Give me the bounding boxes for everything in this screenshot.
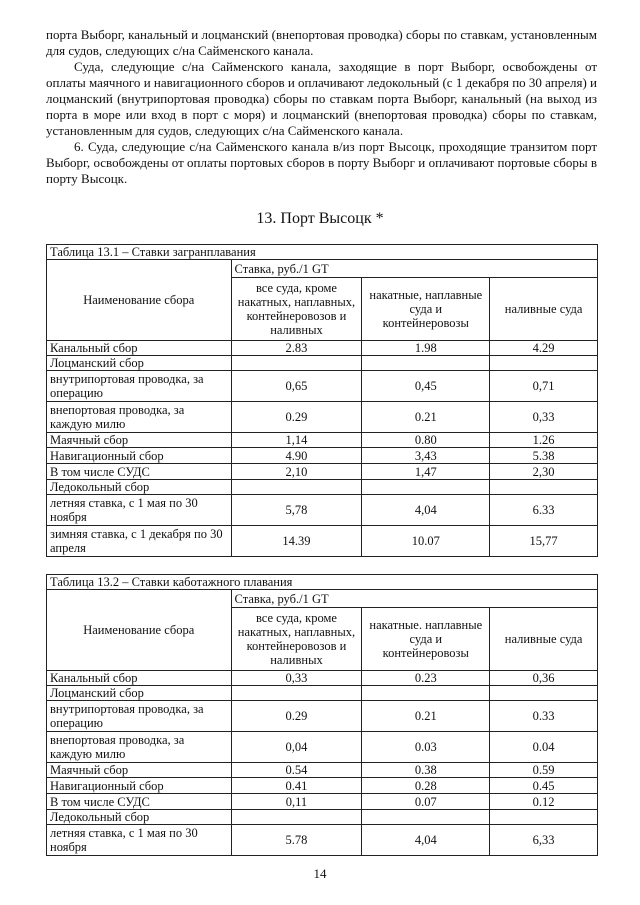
rates-table-cabotage <box>46 574 598 856</box>
rate-value: 0,65 <box>231 371 362 402</box>
rate-value: 0,04 <box>231 732 362 763</box>
table-row <box>47 825 598 856</box>
rate-value: 5.38 <box>490 448 598 464</box>
table-row <box>47 701 598 732</box>
fee-name: Ледокольный сбор <box>47 810 232 825</box>
rate-value: 6,33 <box>490 825 598 856</box>
rate-value: 0.23 <box>362 671 490 686</box>
table-row <box>47 402 598 433</box>
table-row <box>47 671 598 686</box>
table-row <box>47 495 598 526</box>
rate-value <box>490 356 598 371</box>
fee-name: Ледокольный сбор <box>47 480 232 495</box>
fee-name: внепортовая проводка, за каждую милю <box>47 732 232 763</box>
fee-name: Навигационный сбор <box>47 778 232 794</box>
page-number: 14 <box>313 866 327 881</box>
rate-value: 3,43 <box>362 448 490 464</box>
table-row <box>47 763 598 778</box>
rate-value: 2,30 <box>490 464 598 480</box>
rate-value: 0,36 <box>490 671 598 686</box>
column-header: накатные, наплавные суда и контейнеровозы <box>362 278 490 341</box>
rate-value: 4,04 <box>362 825 490 856</box>
fee-name: Канальный сбор <box>47 671 232 686</box>
paragraph: порта Выборг, канальный и лоцманский (внепортовая проводка) сборы по ставкам, установленным для судов, следующих с/на Сайменского канала. <box>46 27 597 58</box>
rate-value: 6.33 <box>490 495 598 526</box>
column-header: все суда, кроме накатных, наплавных, контейнеровозов и наливных <box>231 608 362 671</box>
rate-value: 1,14 <box>231 433 362 448</box>
header-row <box>47 260 598 278</box>
caption-row <box>47 245 598 260</box>
body-text <box>46 27 597 187</box>
rate-value: 0.04 <box>490 732 598 763</box>
rate-value <box>231 810 362 825</box>
column-header: все суда, кроме накатных, наплавных, контейнеровозов и наливных <box>231 278 362 341</box>
rate-value <box>490 810 598 825</box>
rate-value: 5.78 <box>231 825 362 856</box>
rate-value: 10.07 <box>362 526 490 557</box>
rate-value: 1.26 <box>490 433 598 448</box>
rate-value: 4.90 <box>231 448 362 464</box>
section-title: 13. Порт Высоцк * <box>256 210 384 227</box>
fee-name: летняя ставка, с 1 мая по 30 ноября <box>47 495 232 526</box>
rate-value: 0,45 <box>362 371 490 402</box>
rate-value: 0,71 <box>490 371 598 402</box>
rate-value: 15,77 <box>490 526 598 557</box>
paragraph: Суда, следующие с/на Сайменского канала, заходящие в порт Выборг, освобождены от оплаты маячного и навигационного сборов и оплачивают ледокольный (с 1 декабря по 30 апреля) и лоцманский (внутрипортовая проводка) сборы по ставкам порта Выборг, канальный (на выход из порта в море или вход в порт с моря) и лоцманский (внепортовая проводка) сборы по ставкам, установленным для судов, следующих с/на Сайменского канала. <box>46 59 597 138</box>
fee-name: внутрипортовая проводка, за операцию <box>47 701 232 732</box>
rate-header: Ставка, руб./1 GT <box>231 590 597 608</box>
column-header: наливные суда <box>490 278 598 341</box>
table-row <box>47 686 598 701</box>
rate-value: 0.03 <box>362 732 490 763</box>
fee-name: внутрипортовая проводка, за операцию <box>47 371 232 402</box>
paragraph: 6. Суда, следующие с/на Сайменского канала в/из порт Высоцк, проходящие транзитом порт Выборг, освобождены от оплаты портовых сборов в порту Выборг и оплачивают портовые сборы в порту Высоцк. <box>46 139 597 186</box>
rate-value: 0.29 <box>231 701 362 732</box>
table-row <box>47 356 598 371</box>
table-caption: Таблица 13.1 – Ставки загранплавания <box>47 245 598 260</box>
rate-value: 0.59 <box>490 763 598 778</box>
caption-row <box>47 575 598 590</box>
rate-value: 0.41 <box>231 778 362 794</box>
table-row <box>47 778 598 794</box>
rate-value: 0.80 <box>362 433 490 448</box>
fee-name: Маячный сбор <box>47 433 232 448</box>
rate-value: 5,78 <box>231 495 362 526</box>
rate-value: 0.21 <box>362 402 490 433</box>
table-row <box>47 433 598 448</box>
fee-name: Канальный сбор <box>47 341 232 356</box>
rate-value: 0.12 <box>490 794 598 810</box>
fee-name: летняя ставка, с 1 мая по 30 ноября <box>47 825 232 856</box>
fee-name: В том числе СУДС <box>47 464 232 480</box>
table-row <box>47 448 598 464</box>
rate-value: 0,11 <box>231 794 362 810</box>
rate-value: 0.07 <box>362 794 490 810</box>
name-header: Наименование сбора <box>47 590 232 671</box>
table-row <box>47 794 598 810</box>
fee-name: Лоцманский сбор <box>47 686 232 701</box>
rate-value <box>231 356 362 371</box>
rate-value: 2.83 <box>231 341 362 356</box>
table-row <box>47 480 598 495</box>
rate-value: 0.29 <box>231 402 362 433</box>
fee-name: зимняя ставка, с 1 декабря по 30 апреля <box>47 526 232 557</box>
rate-value: 1,47 <box>362 464 490 480</box>
rate-value <box>362 686 490 701</box>
table-caption: Таблица 13.2 – Ставки каботажного плавания <box>47 575 598 590</box>
rate-value <box>231 686 362 701</box>
fee-name: внепортовая проводка, за каждую милю <box>47 402 232 433</box>
rate-value: 0.21 <box>362 701 490 732</box>
rate-value <box>490 686 598 701</box>
fee-name: Навигационный сбор <box>47 448 232 464</box>
rate-value: 0.28 <box>362 778 490 794</box>
rate-value: 4.29 <box>490 341 598 356</box>
rate-value: 0.45 <box>490 778 598 794</box>
rate-value <box>231 480 362 495</box>
rate-value: 0,33 <box>490 402 598 433</box>
fee-name: Лоцманский сбор <box>47 356 232 371</box>
rate-value: 1.98 <box>362 341 490 356</box>
table-row <box>47 526 598 557</box>
rate-value <box>362 810 490 825</box>
rate-header: Ставка, руб./1 GT <box>231 260 597 278</box>
name-header: Наименование сбора <box>47 260 232 341</box>
header-row <box>47 590 598 608</box>
rate-value <box>362 356 490 371</box>
table-row <box>47 810 598 825</box>
fee-name: Маячный сбор <box>47 763 232 778</box>
rate-value: 2,10 <box>231 464 362 480</box>
fee-name: В том числе СУДС <box>47 794 232 810</box>
rate-value: 4,04 <box>362 495 490 526</box>
rate-value: 0.33 <box>490 701 598 732</box>
rates-table-foreign <box>46 244 598 557</box>
rate-value <box>490 480 598 495</box>
table-row <box>47 732 598 763</box>
column-header: накатные. наплавные суда и контейнеровозы <box>362 608 490 671</box>
rate-value: 0,33 <box>231 671 362 686</box>
rate-value: 14.39 <box>231 526 362 557</box>
table-row <box>47 341 598 356</box>
rate-value <box>362 480 490 495</box>
table-row <box>47 371 598 402</box>
rate-value: 0.54 <box>231 763 362 778</box>
table-row <box>47 464 598 480</box>
column-header: наливные суда <box>490 608 598 671</box>
rate-value: 0.38 <box>362 763 490 778</box>
